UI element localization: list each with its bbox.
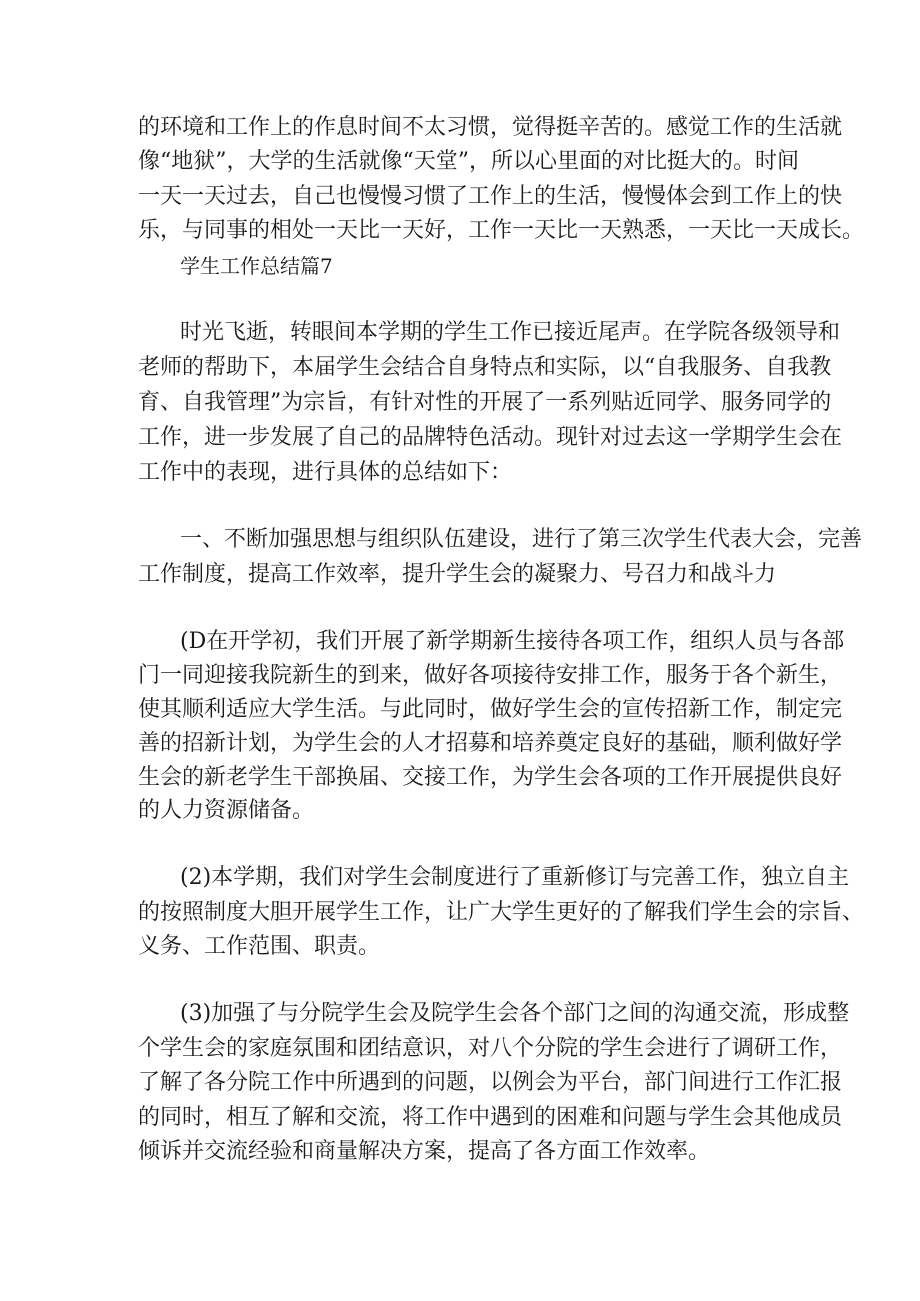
text-line: 倾诉并交流经验和商量解决方案，提高了各方面工作效率。: [138, 1139, 711, 1164]
text-line: 工作，进一步发展了自己的品牌特色活动。现针对过去这一学期学生会在: [138, 425, 843, 450]
text-line: 的环境和工作上的作息时间不太习惯，觉得挺辛苦的。感觉工作的生活就: [138, 115, 843, 140]
text-line: 使其顺利适应大学生活。与此同时，做好学生会的宣传招新工作，制定完: [138, 697, 843, 722]
text-line: 义务、工作范围、职责。: [138, 934, 381, 959]
text-line: 时光飞逝，转眼间本学期的学生工作已接近尾声。在学院各级领导和: [180, 320, 841, 345]
text-line: 乐，与同事的相处一天比一天好，工作一天比一天熟悉，一天比一天成长。: [138, 218, 865, 243]
text-line: (D在开学初，我们开展了新学期新生接待各项工作，组织人员与各部: [180, 629, 845, 654]
text-line: 一天一天过去，自己也慢慢习惯了工作上的生活，慢慢体会到工作上的快: [138, 184, 843, 209]
text-line: 育、自我管理”为宗旨，有针对性的开展了一系列贴近同学、服务同学的: [138, 390, 832, 415]
text-line: 像“地狱”，大学的生活就像“天堂”，所以心里面的对比挺大的。时间: [138, 149, 799, 174]
text-line: 一、不断加强思想与组织队伍建设，进行了第三次学生代表大会，完善: [180, 527, 863, 552]
text-line: (3)加强了与分院学生会及院学生会各个部门之间的沟通交流，形成整: [180, 1001, 850, 1026]
text-line: 工作中的表现，进行具体的总结如下：: [138, 460, 513, 485]
text-line: 了解了各分院工作中所遇到的问题，以例会为平台，部门间进行工作汇报: [138, 1070, 843, 1095]
text-line: 善的招新计划，为学生会的人才招募和培养奠定良好的基础，顺利做好学: [138, 731, 843, 756]
text-line: 的人力资源储备。: [138, 798, 315, 823]
text-line: 工作制度，提高工作效率，提升学生会的凝聚力、号召力和战斗力: [138, 562, 777, 587]
text-line: 门一同迎接我院新生的到来，做好各项接待安排工作，服务于各个新生，: [138, 663, 843, 688]
text-line: 的同时，相互了解和交流，将工作中遇到的困难和问题与学生会其他成员: [138, 1105, 843, 1130]
text-line: (2)本学期，我们对学生会制度进行了重新修订与完善工作，独立自主: [180, 865, 850, 890]
text-line: 的按照制度大胆开展学生工作，让广大学生更好的了解我们学生会的宗旨、: [138, 900, 865, 925]
text-line: 个学生会的家庭氛围和团结意识，对八个分院的学生会进行了调研工作，: [138, 1036, 843, 1061]
text-line: 老师的帮助下，本届学生会结合自身特点和实际，以“自我服务、自我教: [138, 355, 832, 380]
section-title: 学生工作总结篇7: [180, 254, 333, 278]
text-line: 生会的新老学生干部换届、交接工作，为学生会各项的工作开展提供良好: [138, 765, 843, 790]
